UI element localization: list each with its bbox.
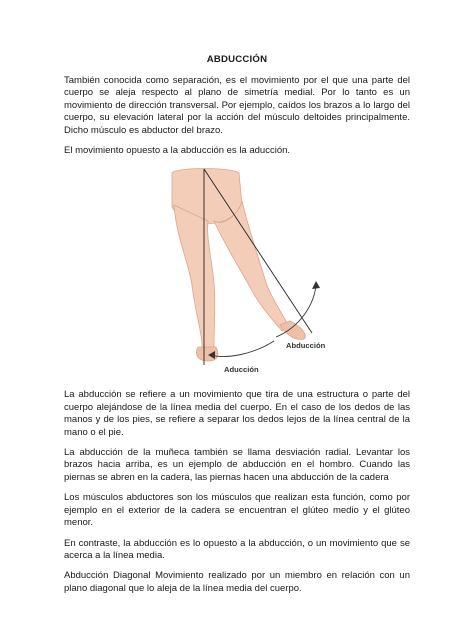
abduction-arrow-icon bbox=[312, 281, 320, 289]
paragraph-definition: También conocida como separación, es el movimiento por el que una parte del cuerpo se aleja respecto al plano de simetría medial. Por lo tanto es un movimiento de dirección transversal. Por ejemplo, caídos los brazos a lo largo del cuerpo, su elevación lateral por la acción del músculo deltoides principalmente. Dicho músculo es abductor del brazo. bbox=[64, 75, 410, 136]
paragraph-opposite: El movimiento opuesto a la abducción es la aducción. bbox=[64, 145, 291, 157]
legs-illustration-svg bbox=[64, 165, 410, 375]
abducted-foot bbox=[280, 321, 305, 339]
paragraph-contrast: En contraste, la abducción es lo opuesto a la abducción, o un movimiento que se acerca a la línea media. bbox=[64, 537, 410, 561]
paragraph-diagonal: Abducción Diagonal Movimiento realizado por un miembro en relación con un plano diagonal que lo aleja de la línea media del cuerpo. bbox=[64, 570, 410, 594]
legs-abduction-illustration bbox=[64, 165, 410, 375]
page-title: ABDUCCIÓN bbox=[206, 54, 268, 65]
paragraph-wrist: La abducción de la muñeca también se llama desviación radial. Levantar los brazos hacia arriba, es un ejemplo de abducción en el hombro. Cuando las piernas se abren en la cadera, las piernas hacen una abducción de la cadera bbox=[64, 447, 410, 483]
standing-leg bbox=[174, 205, 215, 353]
adduction-arc bbox=[210, 341, 274, 356]
label-aduccion: Aducción bbox=[224, 365, 259, 375]
label-abduccion: Abducción bbox=[286, 341, 326, 351]
abduction-line bbox=[204, 169, 312, 333]
paragraph-explanation: La abducción se refiere a un movimiento que tira de una estructura o parte del cuerpo alejándose de la línea media del cuerpo. En el caso de los dedos de las manos y de los pies, se refiere a separar los dedos lejos de la línea central de la mano o el pie. bbox=[64, 389, 410, 438]
paragraph-muscles: Los músculos abductores son los músculos que realizan esta función, como por ejemplo en el exterior de la cadera se encuentran el glúteo medio y el glúteo menor. bbox=[64, 492, 410, 529]
